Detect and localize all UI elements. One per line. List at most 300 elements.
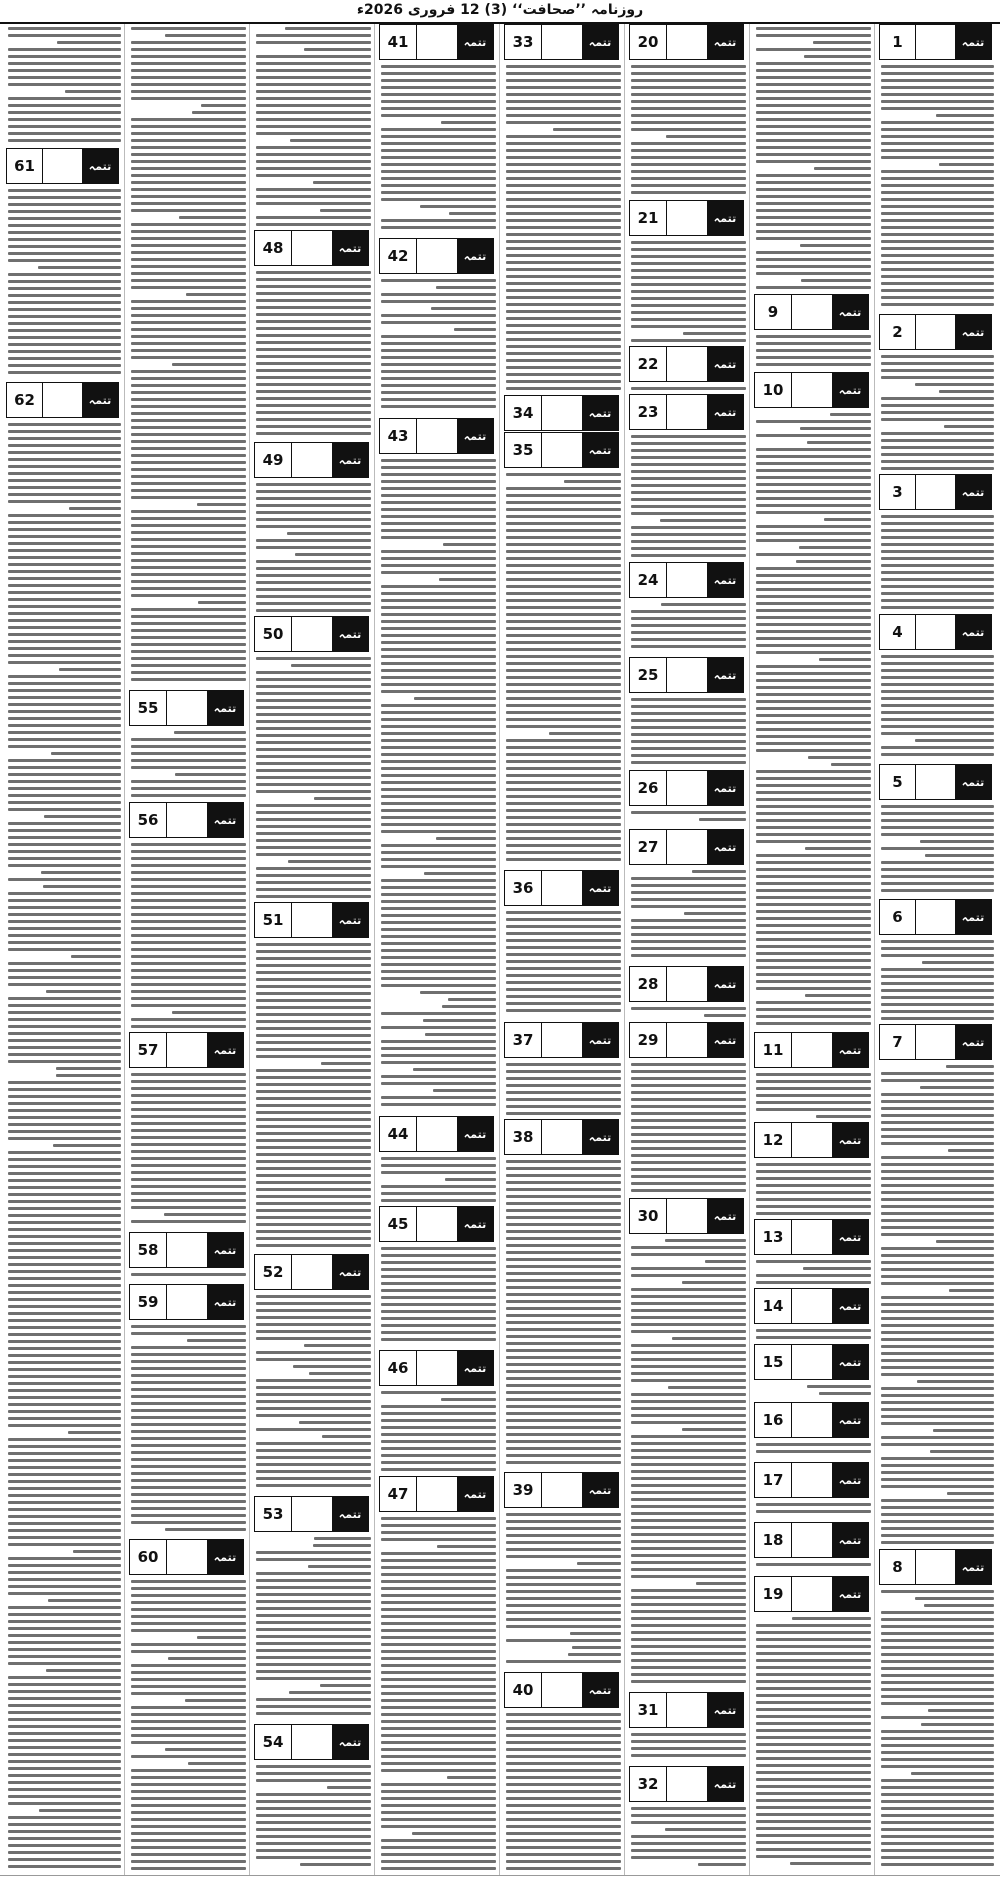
text-line <box>131 1164 246 1167</box>
text-line <box>631 1610 746 1613</box>
text-line <box>881 432 994 435</box>
text-line <box>881 142 994 145</box>
text-line <box>881 1786 994 1789</box>
text-line <box>8 287 121 290</box>
text-line <box>881 1702 994 1705</box>
text-line <box>381 293 496 296</box>
text-line <box>8 1802 121 1805</box>
text-line <box>8 1522 121 1525</box>
continuation-number: 56 <box>130 803 167 837</box>
text-line <box>413 1068 496 1071</box>
box-blank <box>667 967 707 1001</box>
news-column <box>627 24 748 1875</box>
text-line <box>8 1613 121 1616</box>
text-line <box>506 487 621 490</box>
text-line <box>506 1555 621 1558</box>
text-line <box>631 1063 746 1066</box>
continuation-box <box>879 1024 992 1060</box>
text-line <box>881 1758 994 1761</box>
continuation-number: 60 <box>130 1540 167 1574</box>
continuation-number: 17 <box>755 1463 792 1497</box>
text-line <box>256 34 371 37</box>
text-line <box>8 1438 121 1441</box>
text-line <box>881 697 994 700</box>
text-line <box>506 1776 621 1779</box>
text-line <box>256 888 371 891</box>
text-line <box>506 373 621 376</box>
text-line <box>631 449 746 452</box>
text-line <box>756 1080 871 1083</box>
text-line <box>256 432 371 435</box>
continuation-label: تتمہ <box>832 1220 868 1254</box>
text-line <box>256 762 371 765</box>
text-line <box>631 1253 746 1256</box>
text-line <box>381 100 496 103</box>
text-line <box>131 237 246 240</box>
text-line <box>631 1309 746 1312</box>
text-line <box>506 1272 621 1275</box>
text-line <box>8 556 121 559</box>
text-line <box>381 114 496 117</box>
text-line <box>881 1499 994 1502</box>
continuation-box <box>629 1766 744 1802</box>
text-line <box>881 1485 994 1488</box>
text-line <box>631 1807 746 1810</box>
column-rule <box>124 24 125 1875</box>
text-line <box>381 1096 496 1099</box>
continuation-number: 13 <box>755 1220 792 1254</box>
text-line <box>881 690 994 693</box>
text-line <box>381 1566 496 1569</box>
text-line <box>631 1645 746 1648</box>
text-line <box>256 706 371 709</box>
text-line <box>131 671 246 674</box>
text-line <box>131 1507 246 1510</box>
text-line <box>506 823 621 826</box>
text-line <box>631 1505 746 1508</box>
text-line <box>756 216 871 219</box>
text-line <box>506 1853 621 1856</box>
box-blank <box>916 475 955 509</box>
text-line <box>381 1254 496 1257</box>
text-line <box>381 1643 496 1646</box>
text-line <box>506 1342 621 1345</box>
text-line <box>881 1478 994 1481</box>
text-line <box>381 676 496 679</box>
text-line <box>8 371 121 374</box>
continuation-number: 37 <box>505 1023 542 1057</box>
text-line <box>381 1426 496 1429</box>
text-line <box>8 210 121 213</box>
text-line <box>881 571 994 574</box>
text-line <box>756 1736 871 1739</box>
text-line <box>8 1088 121 1091</box>
continuation-number: 11 <box>755 1033 792 1067</box>
text-line <box>506 1349 621 1352</box>
text-line <box>8 1291 121 1294</box>
text-line <box>881 1093 994 1096</box>
text-line <box>256 355 371 358</box>
text-line <box>881 1254 994 1257</box>
text-line <box>256 518 371 521</box>
text-line <box>881 1247 994 1250</box>
text-line <box>506 135 621 138</box>
text-line <box>256 1097 371 1100</box>
text-line <box>881 1415 994 1418</box>
text-line <box>917 1380 994 1383</box>
text-line <box>881 1835 994 1838</box>
text-line <box>756 202 871 205</box>
text-line <box>506 760 621 763</box>
text-line <box>131 1804 246 1807</box>
text-line <box>506 65 621 68</box>
text-line <box>756 1094 871 1097</box>
continuation-label: تتمہ <box>955 900 991 934</box>
continuation-number: 4 <box>880 615 916 649</box>
text-line <box>51 752 121 755</box>
text-line <box>8 535 121 538</box>
text-line <box>131 1273 246 1276</box>
text-line <box>454 328 496 331</box>
text-line <box>436 837 496 840</box>
continuation-number: 8 <box>880 1550 916 1584</box>
text-line <box>756 69 871 72</box>
text-line <box>8 1571 121 1574</box>
text-line <box>631 747 746 750</box>
text-line <box>506 1625 621 1628</box>
continuation-label: تتمہ <box>582 1023 618 1057</box>
text-line <box>631 304 746 307</box>
text-line <box>881 149 994 152</box>
text-line <box>381 342 496 345</box>
text-line <box>256 1188 371 1191</box>
text-line <box>38 266 121 269</box>
text-line <box>756 1757 871 1760</box>
text-line <box>631 1484 746 1487</box>
text-line <box>131 1395 246 1398</box>
text-line <box>756 62 871 65</box>
text-line <box>506 331 621 334</box>
text-line <box>506 296 621 299</box>
text-line <box>381 1727 496 1730</box>
box-blank <box>792 1523 832 1557</box>
text-line <box>881 1163 994 1166</box>
text-line <box>131 1437 246 1440</box>
text-line <box>881 1219 994 1222</box>
text-line <box>8 1739 121 1742</box>
text-line <box>131 538 246 541</box>
text-line <box>131 496 246 499</box>
text-line <box>381 1846 496 1849</box>
text-line <box>256 83 371 86</box>
text-line <box>256 1765 371 1768</box>
text-line <box>631 1358 746 1361</box>
text-line <box>256 1414 371 1417</box>
text-line <box>631 761 746 764</box>
text-line <box>131 1416 246 1419</box>
continuation-box <box>754 1288 869 1324</box>
text-line <box>256 1048 371 1051</box>
box-blank <box>667 25 707 59</box>
text-line <box>131 934 246 937</box>
text-line <box>881 1003 994 1006</box>
text-line <box>881 177 994 180</box>
text-line <box>683 332 746 335</box>
text-line <box>756 721 871 724</box>
text-line <box>790 1862 871 1865</box>
box-blank <box>916 900 955 934</box>
text-line <box>381 963 496 966</box>
text-line <box>131 1129 246 1132</box>
text-line <box>506 830 621 833</box>
text-line <box>8 647 121 650</box>
text-line <box>572 1646 621 1649</box>
text-line <box>8 1235 121 1238</box>
text-line <box>256 1379 371 1382</box>
text-line <box>8 1781 121 1784</box>
text-line <box>381 823 496 826</box>
text-line <box>756 1101 871 1104</box>
text-line <box>881 947 994 950</box>
continuation-box <box>629 1692 744 1728</box>
continuation-label: تتمہ <box>332 443 368 477</box>
text-line <box>881 1674 994 1677</box>
text-line <box>756 181 871 184</box>
text-line <box>8 1228 121 1231</box>
text-line <box>8 836 121 839</box>
text-line <box>381 830 496 833</box>
text-line <box>881 585 994 588</box>
text-line <box>256 1055 371 1058</box>
text-line <box>881 1751 994 1754</box>
text-line <box>881 1520 994 1523</box>
text-line <box>381 1440 496 1443</box>
text-line <box>8 1655 121 1658</box>
text-line <box>506 788 621 791</box>
text-line <box>381 1419 496 1422</box>
text-line <box>756 959 871 962</box>
text-line <box>256 588 371 591</box>
text-line <box>131 587 246 590</box>
text-line <box>8 1487 121 1490</box>
text-line <box>381 732 496 735</box>
text-line <box>692 870 746 873</box>
text-line <box>756 938 871 941</box>
box-blank <box>167 1540 207 1574</box>
text-line <box>304 1344 371 1347</box>
box-blank <box>916 765 955 799</box>
continuation-label: تتمہ <box>832 1123 868 1157</box>
text-line <box>881 1282 994 1285</box>
text-line <box>381 1734 496 1737</box>
text-line <box>920 840 994 843</box>
text-line <box>756 83 871 86</box>
text-line <box>756 1673 871 1676</box>
text-line <box>506 1174 621 1177</box>
text-line <box>506 93 621 96</box>
text-line <box>881 1688 994 1691</box>
text-line <box>8 1494 121 1497</box>
text-line <box>506 142 621 145</box>
text-line <box>506 960 621 963</box>
box-blank <box>542 871 582 905</box>
text-line <box>381 1531 496 1534</box>
text-line <box>756 349 871 352</box>
text-line <box>44 815 121 818</box>
continuation-label: تتمہ <box>955 25 991 59</box>
text-line <box>631 491 746 494</box>
text-line <box>131 1185 246 1188</box>
text-line <box>381 1636 496 1639</box>
box-blank <box>916 1025 955 1059</box>
text-line <box>944 425 994 428</box>
text-line <box>131 955 246 958</box>
text-line <box>381 1289 496 1292</box>
text-line <box>131 83 246 86</box>
box-blank <box>667 830 707 864</box>
text-line <box>506 1804 621 1807</box>
text-line <box>631 933 746 936</box>
text-line <box>256 1477 371 1480</box>
text-line <box>881 725 994 728</box>
text-line <box>631 1161 746 1164</box>
text-line <box>8 224 121 227</box>
text-line <box>881 362 994 365</box>
text-line <box>131 1325 246 1328</box>
text-line <box>881 1541 994 1544</box>
text-line <box>8 542 121 545</box>
text-line <box>8 1053 121 1056</box>
text-line <box>131 370 246 373</box>
text-line <box>8 969 121 972</box>
box-blank <box>667 395 707 429</box>
text-line <box>289 1691 371 1694</box>
text-line <box>631 79 746 82</box>
text-line <box>381 1839 496 1842</box>
continuation-box <box>879 764 992 800</box>
text-line <box>506 1720 621 1723</box>
text-line <box>131 118 246 121</box>
text-line <box>131 251 246 254</box>
text-line <box>756 1750 871 1753</box>
continuation-label: تتمہ <box>707 771 743 805</box>
text-line <box>381 1247 496 1250</box>
text-line <box>506 1084 621 1087</box>
text-line <box>756 910 871 913</box>
text-line <box>506 844 621 847</box>
text-line <box>756 209 871 212</box>
text-line <box>506 1363 621 1366</box>
text-line <box>756 1827 871 1830</box>
text-line <box>801 279 871 282</box>
text-line <box>131 766 246 769</box>
text-line <box>165 1748 246 1751</box>
text-line <box>381 536 496 539</box>
text-line <box>808 756 871 759</box>
text-line <box>256 1614 371 1617</box>
text-line <box>756 1260 871 1263</box>
continuation-box <box>379 24 494 60</box>
text-line <box>256 97 371 100</box>
text-line <box>631 1435 746 1438</box>
text-line <box>881 833 994 836</box>
continuation-box <box>254 616 369 652</box>
text-line <box>8 934 121 937</box>
text-line <box>381 86 496 89</box>
text-line <box>131 962 246 965</box>
text-line <box>631 339 746 342</box>
text-line <box>8 1193 121 1196</box>
continuation-number: 49 <box>255 443 292 477</box>
text-line <box>506 918 621 921</box>
text-line <box>131 913 246 916</box>
text-line <box>881 599 994 602</box>
text-line <box>57 41 121 44</box>
text-line <box>816 1115 871 1118</box>
text-line <box>506 662 621 665</box>
text-line <box>631 554 746 557</box>
text-line <box>506 275 621 278</box>
text-line <box>256 1125 371 1128</box>
text-line <box>881 1233 994 1236</box>
news-column <box>377 24 498 1875</box>
bottom-rule <box>0 1875 1000 1876</box>
text-line <box>381 970 496 973</box>
box-blank <box>792 1033 832 1067</box>
text-line <box>165 34 246 37</box>
text-line <box>131 1423 246 1426</box>
text-line <box>756 868 871 871</box>
text-line <box>756 1624 871 1627</box>
text-line <box>131 1458 246 1461</box>
text-line <box>8 598 121 601</box>
text-line <box>8 1319 121 1322</box>
continuation-number: 31 <box>630 1693 667 1727</box>
text-line <box>131 927 246 930</box>
continuation-number: 50 <box>255 617 292 651</box>
text-line <box>48 1599 121 1602</box>
text-line <box>881 1534 994 1537</box>
text-line <box>256 1090 371 1093</box>
continuation-number: 52 <box>255 1255 292 1289</box>
text-line <box>256 1323 371 1326</box>
text-line <box>631 442 746 445</box>
text-line <box>881 1793 994 1796</box>
text-line <box>881 1625 994 1628</box>
text-line <box>8 724 121 727</box>
text-line <box>756 672 871 675</box>
text-line <box>881 355 994 358</box>
text-line <box>8 689 121 692</box>
text-line <box>756 1001 871 1004</box>
text-line <box>631 276 746 279</box>
text-line <box>920 1086 994 1089</box>
text-line <box>881 247 994 250</box>
text-line <box>756 76 871 79</box>
continuation-number: 46 <box>380 1351 417 1385</box>
news-column <box>502 24 623 1875</box>
text-line <box>756 1008 871 1011</box>
box-blank <box>167 1285 207 1319</box>
text-line <box>881 1212 994 1215</box>
text-line <box>631 1547 746 1550</box>
text-line <box>420 205 496 208</box>
continuation-box <box>129 1032 244 1068</box>
text-line <box>756 525 871 528</box>
text-line <box>881 1471 994 1474</box>
text-line <box>131 1622 246 1625</box>
text-line <box>131 920 246 923</box>
